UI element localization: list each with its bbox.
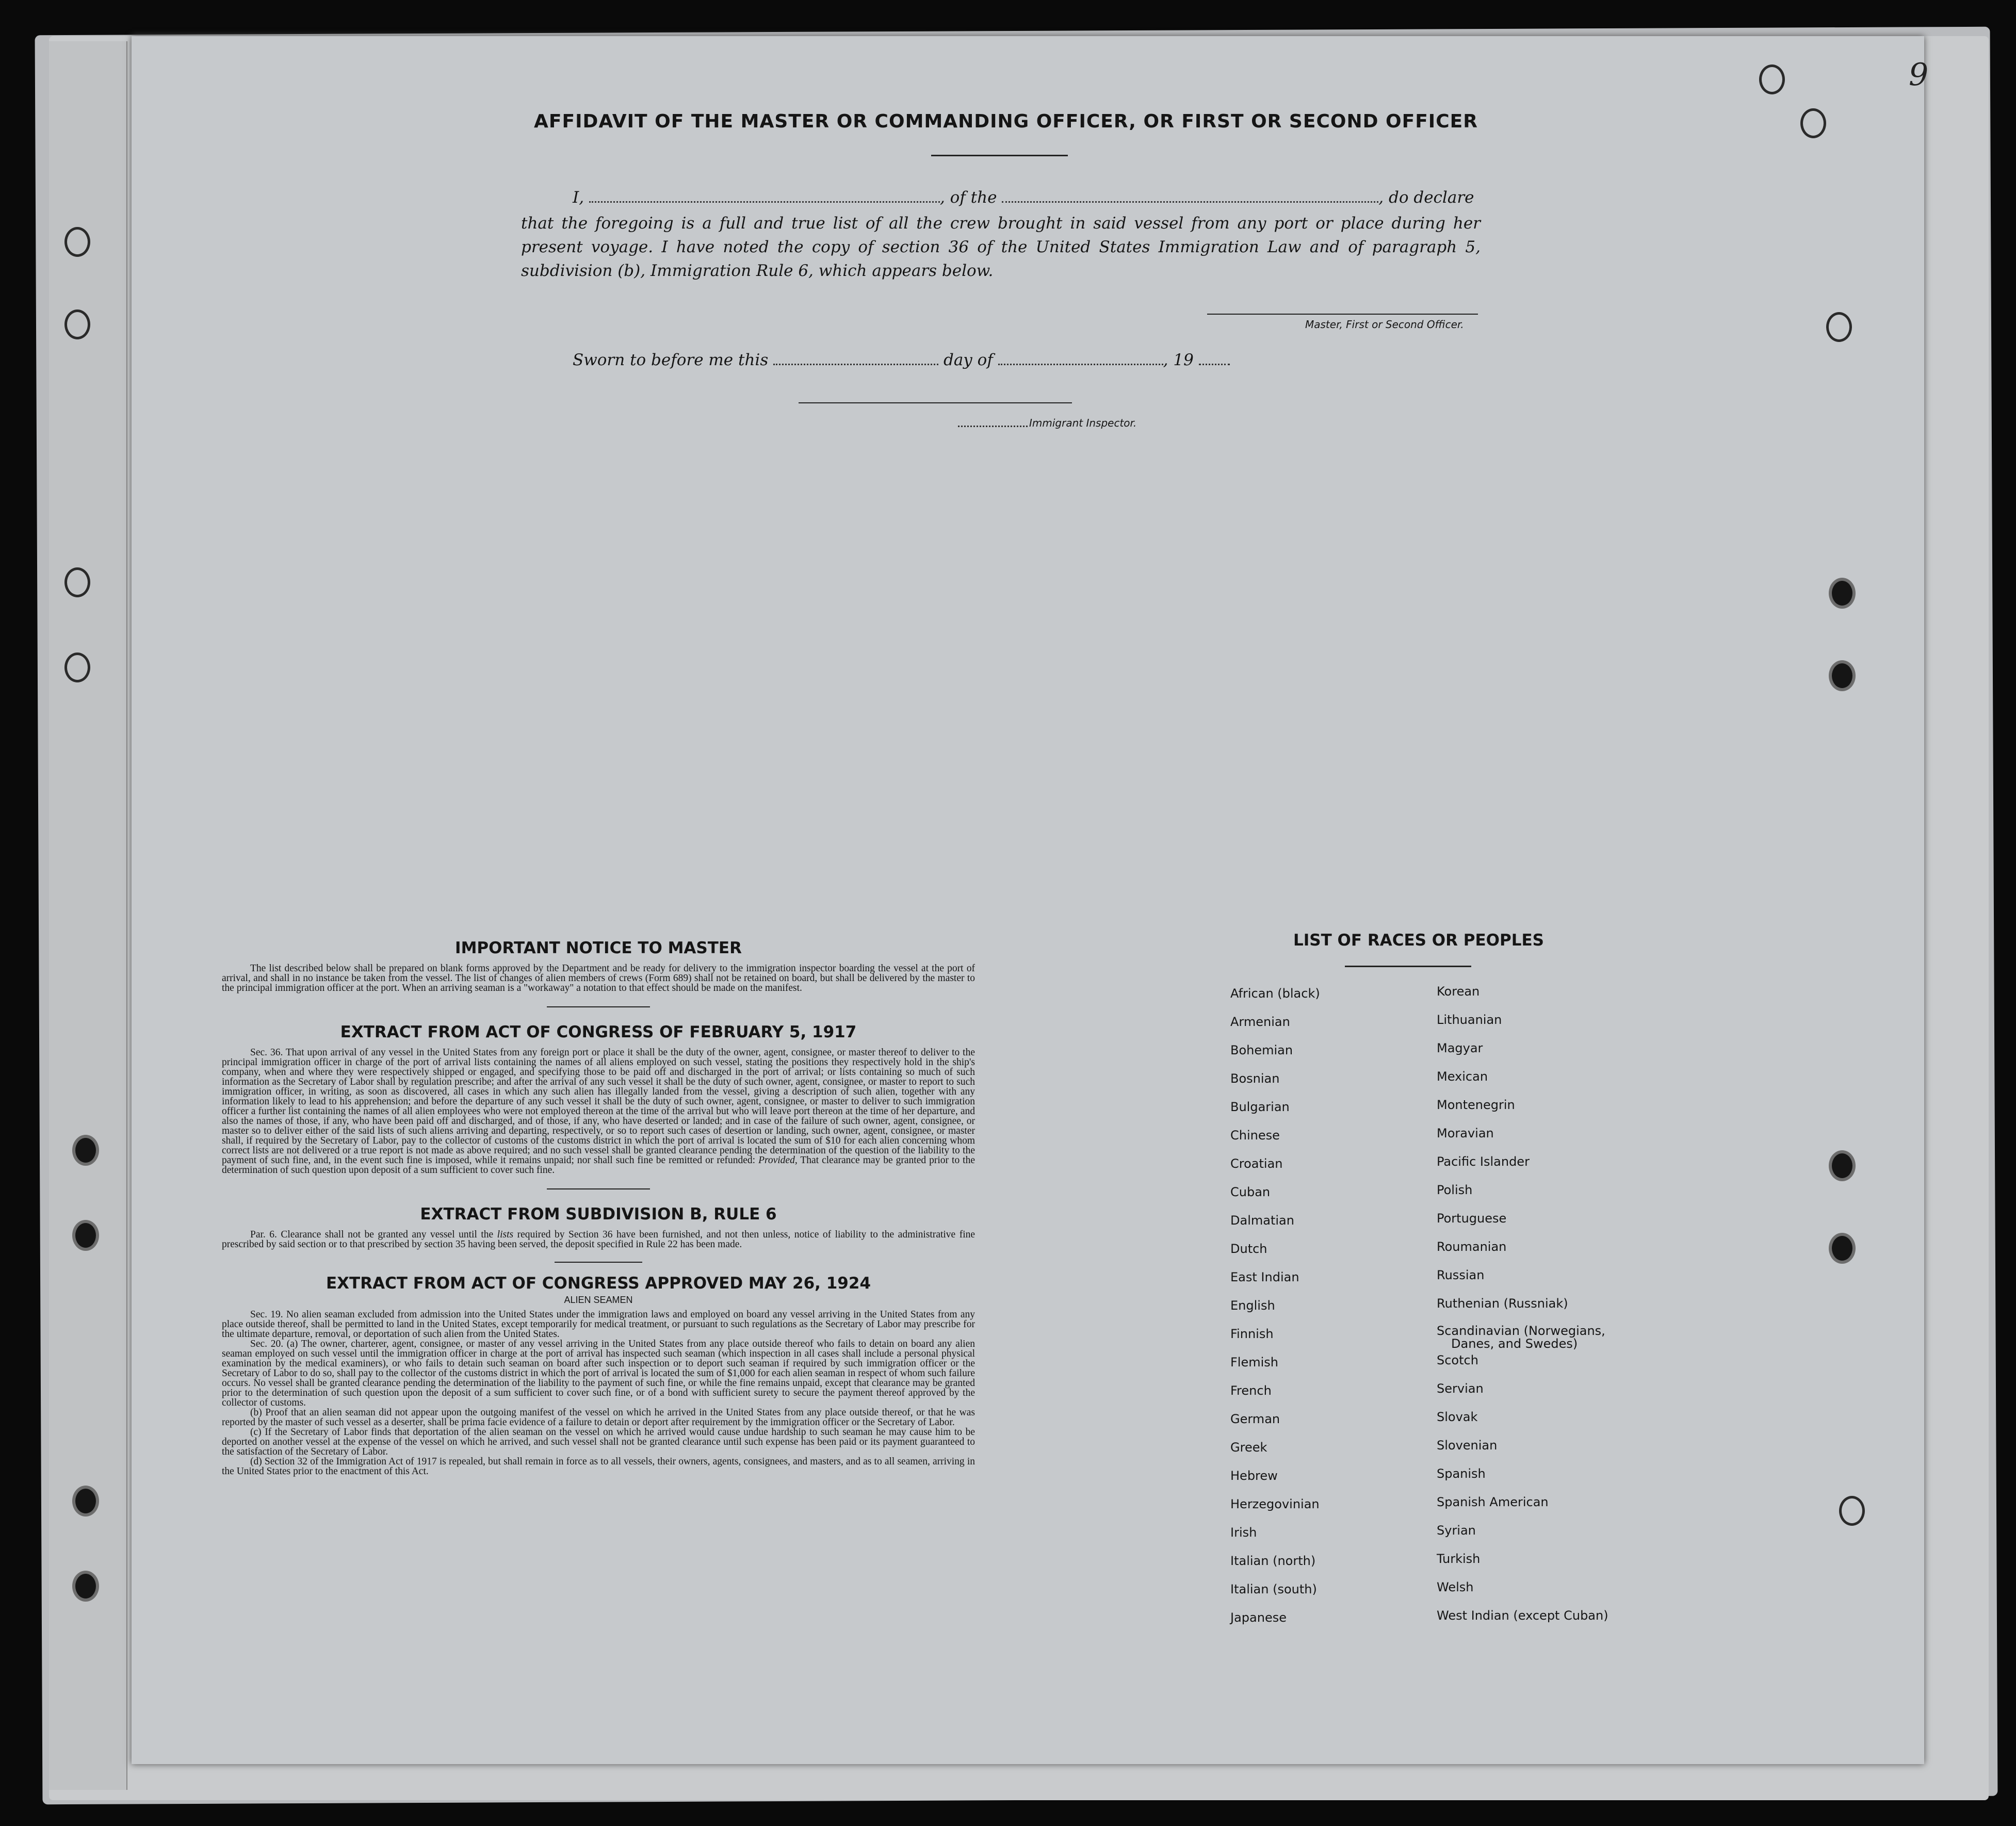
extract-1924-title: EXTRACT FROM ACT OF CONGRESS APPROVED MAY 26, 1924 bbox=[326, 1274, 871, 1293]
race-item: Servian bbox=[1437, 1381, 1484, 1396]
race-item: Bohemian bbox=[1230, 1043, 1293, 1057]
inspector-label: Immigrant Inspector. bbox=[1029, 417, 1137, 429]
race-item: Polish bbox=[1437, 1183, 1473, 1197]
race-item: Welsh bbox=[1437, 1580, 1474, 1594]
provided-word: Provided, bbox=[758, 1155, 798, 1166]
race-item: Montenegrin bbox=[1437, 1098, 1515, 1112]
sworn-prefix: Sworn to before me this bbox=[573, 351, 769, 369]
race-item: Finnish bbox=[1230, 1327, 1274, 1341]
race-item: Japanese bbox=[1230, 1610, 1287, 1625]
race-item: East Indian bbox=[1230, 1270, 1299, 1284]
affidavit-title: AFFIDAVIT OF THE MASTER OR COMMANDING OFFICER, OR FIRST OR SECOND OFFICER bbox=[534, 111, 1478, 132]
document-page bbox=[132, 36, 1924, 1764]
race-item: Croatian bbox=[1230, 1156, 1283, 1171]
year-blank[interactable] bbox=[1199, 350, 1230, 365]
extract-1917-text bbox=[222, 1048, 975, 1175]
race-item: Slovenian bbox=[1437, 1438, 1498, 1453]
notice-text: The list described below shall be prepared on blank forms approved by the Department and be ready for delivery to the immigration inspector boarding the vessel at the port of arrival, and shall in no instance be taken from the vessel. The list of changes of alien members of crews (Form 689) shall not be retained on board, but shall be delivered by the master to the principal immigration officer at the port. When an arriving seaman is a "workaway" a notation to that effect should be made on the manifest. bbox=[222, 963, 975, 993]
race-item: Irish bbox=[1230, 1525, 1257, 1540]
notice-column bbox=[222, 939, 975, 1476]
binder-hole bbox=[64, 309, 90, 339]
page-marker: 9 bbox=[1909, 57, 1929, 93]
race-item: Armenian bbox=[1230, 1015, 1290, 1029]
race-item: Slovak bbox=[1437, 1410, 1478, 1424]
affidavit-body: that the foregoing is a full and true list of all the crew brought in said vessel from any port or place during her present voyage. I have noted the copy of section 36 of the United States Immigration Law and of paragraph 5, subdivision (b), Immigration Rule 6, which appears below. bbox=[521, 214, 1481, 280]
inspector-line bbox=[799, 402, 1072, 403]
sworn-year: , 19 bbox=[1163, 351, 1194, 369]
extract-1917-text-a: Sec. 36. That upon arrival of any vessel in the United States from any foreign port or place it shall be the duty of the owner, agent, consignee, or master thereof to deliver to the principal immigration officer in charge of the port of arrival lists containing the names of all aliens employed on such vessel, stating the positions they respectively hold in the ship's company, when and where they were respectively shipped or engaged, and specifying those to be paid off and discharged in the port of arrival; or lists containing so much of such information as the Secretary of Labor shall by regulation prescribe; and after the arrival of any such vessel it shall be the duty of such owner, agent, consignee, or master to report to such immigration officer, in writing, as soon as discovered, all cases in which any such alien has illegally landed from the vessel, giving a description of such alien, together with any information likely to lead to his apprehension; and before the departure of any such vessel it shall be the duty of such owner, agent, consignee, or master to deliver to such immigration officer a further list containing the names of all alien employees who were not employed thereon at the time of the arrival but who will leave port thereon at the time of her departure, and also the names of those, if any, who have been paid off and discharged, and of those, if any, who have deserted or landed; and in case of the failure of such owner, agent, consignee, or master so to deliver either of the said lists of such aliens arriving and departing, respectively, or so to report such cases of desertion or landing, such owner, agent, consignee, or master shall, if required by the Secretary of Labor, pay to the collector of customs of the customs district in which the port of arrival is located the sum of $10 for each alien concerning whom correct lists are not delivered or a true report is not made as above required; and no such vessel shall be granted clearance pending the determination of the question of the liability to the payment of such fine, and, in the event such fine is imposed, while it remains unpaid; nor shall such fine be remitted or refunded: bbox=[222, 1047, 975, 1166]
vessel-blank[interactable] bbox=[1002, 188, 1378, 203]
affidavit-declaration-line bbox=[521, 186, 1481, 209]
extract-rule6-text bbox=[222, 1230, 975, 1249]
sec20a-text: Sec. 20. (a) The owner, charterer, agent, consignee, or master of any vessel arriving in the United States from any place outside thereof who fails to detain on board any alien seaman employed on such vessel until the immigration officer in charge at the port of arrival has inspected such seaman (which inspection in all cases shall include a personal physical examination by the medical examiners), or who fails to detain such seaman on board after such inspection or to deport such seaman if required by such immigration officer or the Secretary of Labor to do so, shall pay to the collector of the customs district in which the port of arrival is located the sum of $1,000 for each alien seaman in respect of whom such failure occurs. No vessel shall be granted clearance pending the determination of the liability to the payment of such fine, or while the fine remains unpaid, except that clearance may be granted prior to the determination of such question upon the deposit of a sum sufficient to cover such fine, or of a bond with sufficient surety to secure the payment thereof approved by the collector of customs. bbox=[222, 1339, 975, 1408]
affidavit-do-declare: , do declare bbox=[1378, 188, 1474, 207]
affidavit-of-the: , of the bbox=[939, 188, 997, 207]
race-item: Flemish bbox=[1230, 1355, 1278, 1370]
race-item: West Indian (except Cuban) bbox=[1437, 1608, 1608, 1623]
binder-hole bbox=[1829, 660, 1856, 691]
binder-hole bbox=[72, 1220, 99, 1251]
extract-1917-text-b: That clearance may be granted prior to the determination of such question upon deposit of a sum sufficient to cover such fine. bbox=[222, 1155, 976, 1176]
race-item: English bbox=[1230, 1298, 1275, 1313]
race-item: African (black) bbox=[1230, 986, 1320, 1001]
binder-hole bbox=[1800, 108, 1826, 138]
signature-line bbox=[1207, 314, 1478, 315]
races-underline bbox=[1345, 966, 1471, 967]
race-item: Italian (north) bbox=[1230, 1554, 1316, 1568]
sec19-text: Sec. 19. No alien seaman excluded from admission into the United States under the immigration laws and employed on board any vessel arriving in the United States from any place outside thereof, shall be permitted to land in the United States, except temporarily for medical treatment, or pursuant to such regulations as the Secretary of Labor may prescribe for the ultimate departure, removal, or deportation of such alien from the United States. bbox=[222, 1309, 975, 1340]
race-item: Korean bbox=[1437, 984, 1480, 999]
races-title: LIST OF RACES OR PEOPLES bbox=[1293, 931, 1544, 950]
sec20b-text: (b) Proof that an alien seaman did not appear upon the outgoing manifest of the vessel on which he arrived in the United States from any place outside thereof, or that he was reported by the master of such vessel as a deserter, shall be prima facie evidence of a failure to detain or deport after requirement by the immigration officer or the Secretary of Labor. bbox=[222, 1407, 975, 1428]
race-item: Roumanian bbox=[1437, 1240, 1507, 1254]
race-item: Spanish American bbox=[1437, 1495, 1549, 1509]
race-item: Bosnian bbox=[1230, 1071, 1280, 1086]
race-item: French bbox=[1230, 1383, 1272, 1398]
race-item-scandinavian bbox=[1437, 1325, 1608, 1353]
month-blank[interactable] bbox=[998, 350, 1163, 365]
race-item: Herzegovinian bbox=[1230, 1497, 1320, 1511]
binder-hole bbox=[1829, 1150, 1856, 1181]
race-item: Scotch bbox=[1437, 1353, 1478, 1367]
binding-strip bbox=[49, 41, 127, 1790]
binder-hole bbox=[72, 1135, 99, 1166]
race-item: Pacific Islander bbox=[1437, 1154, 1530, 1169]
name-blank[interactable] bbox=[589, 188, 940, 203]
race-item: Lithuanian bbox=[1437, 1013, 1502, 1027]
race-item: Spanish bbox=[1437, 1466, 1486, 1481]
binder-hole bbox=[64, 653, 90, 682]
race-item: Mexican bbox=[1437, 1069, 1488, 1084]
race-item: Hebrew bbox=[1230, 1469, 1278, 1483]
race-item: Portuguese bbox=[1437, 1211, 1507, 1226]
race-item: Italian (south) bbox=[1230, 1582, 1317, 1596]
race-item: Chinese bbox=[1230, 1128, 1280, 1143]
race-item: Moravian bbox=[1437, 1126, 1494, 1140]
race-item: Bulgarian bbox=[1230, 1100, 1290, 1114]
binder-hole bbox=[64, 567, 90, 597]
race-item: Syrian bbox=[1437, 1523, 1476, 1538]
race-item: Dutch bbox=[1230, 1242, 1267, 1256]
binder-hole bbox=[1839, 1496, 1865, 1526]
sec20c-text: (c) If the Secretary of Labor finds that deportation of the alien seaman on the vessel on which he arrived would cause undue hardship to such seaman he may cause him to be deported on another vessel at the expense of the vessel on which he arrived, and such vessel shall not be granted clearance until such expense has been paid or its payment guaranteed to the satisfaction of the Secretary of Labor. bbox=[222, 1427, 975, 1457]
extract-1917-title: EXTRACT FROM ACT OF CONGRESS OF FEBRUARY 5, 1917 bbox=[340, 1023, 857, 1041]
rule6-text-b: required by Section 36 have been furnished, and not then unless, notice of liability to the administrative fine prescribed by said section or to that prescribed by section 35 having been served, the deposit specified in Rule 22 has been made. bbox=[222, 1229, 976, 1250]
race-item: German bbox=[1230, 1412, 1280, 1426]
races-right-column bbox=[1437, 984, 1608, 1637]
binder-hole bbox=[72, 1486, 99, 1517]
race-item: Cuban bbox=[1230, 1185, 1271, 1199]
race-item: Magyar bbox=[1437, 1041, 1483, 1055]
race-item: Ruthenian (Russniak) bbox=[1437, 1296, 1568, 1311]
sworn-line bbox=[573, 348, 1295, 372]
race-item: Dalmatian bbox=[1230, 1213, 1294, 1228]
binder-hole bbox=[1759, 64, 1785, 94]
sworn-day-of: day of bbox=[943, 351, 993, 369]
signature-label: Master, First or Second Officer. bbox=[1305, 318, 1464, 331]
title-underline bbox=[931, 155, 1068, 156]
inspector-dots bbox=[958, 415, 1028, 427]
sec20d-text: (d) Section 32 of the Immigration Act of 1917 is repealed, but shall remain in force as to all vessels, their owners, agents, consignees, and masters, and as to all seamen, arriving in the United States prior to the enactment of this Act. bbox=[222, 1456, 975, 1477]
rule6-text-a: Par. 6. Clearance shall not be granted any vessel until the bbox=[250, 1229, 494, 1240]
day-blank[interactable] bbox=[773, 350, 938, 365]
affidavit-i: I, bbox=[573, 188, 584, 207]
race-item: Russian bbox=[1437, 1268, 1485, 1282]
extract-rule6-title: EXTRACT FROM SUBDIVISION B, RULE 6 bbox=[420, 1205, 777, 1224]
binder-hole bbox=[1829, 1233, 1856, 1264]
binder-hole bbox=[1826, 312, 1852, 342]
separator bbox=[555, 1262, 642, 1263]
separator bbox=[547, 1006, 650, 1007]
alien-seamen-subtitle: ALIEN SEAMEN bbox=[564, 1295, 633, 1305]
races-left-column bbox=[1230, 986, 1320, 1639]
notice-title: IMPORTANT NOTICE TO MASTER bbox=[455, 939, 742, 957]
race-item-line1: Scandinavian (Norwegians, bbox=[1437, 1324, 1605, 1338]
binder-hole bbox=[72, 1571, 99, 1602]
binder-hole bbox=[1829, 578, 1856, 609]
race-item-line2: Danes, and Swedes) bbox=[1451, 1336, 1578, 1351]
race-item: Greek bbox=[1230, 1440, 1267, 1455]
separator bbox=[547, 1188, 650, 1189]
binder-hole bbox=[64, 227, 90, 257]
lists-word: lists bbox=[497, 1229, 514, 1240]
race-item: Turkish bbox=[1437, 1552, 1481, 1566]
